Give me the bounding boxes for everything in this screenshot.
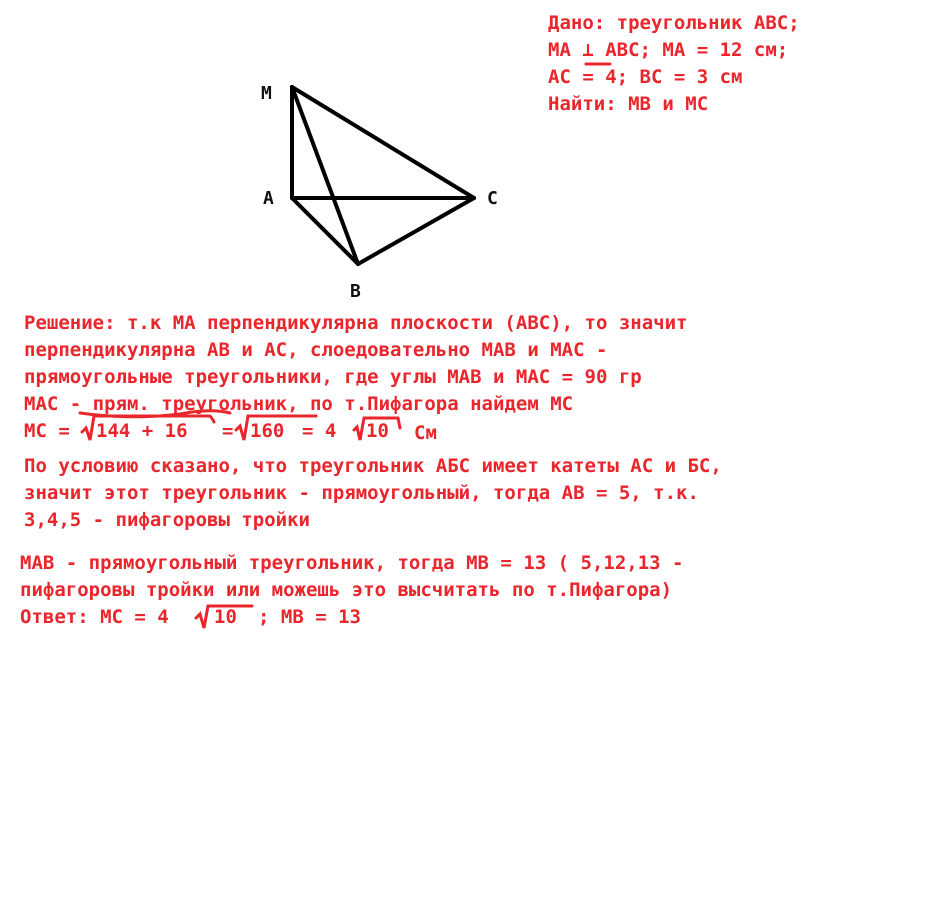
formula-rad2: 160	[250, 420, 285, 442]
solution-line-1: Решение: т.к MA перпендикулярна плоскости (ABC), то значит	[24, 312, 688, 334]
label-c: C	[487, 188, 498, 209]
solution-line-3: прямоугольные треугольники, где углы MAB и MAC = 90 гр	[24, 366, 642, 388]
edge-bc	[358, 198, 474, 264]
label-a: A	[263, 188, 274, 209]
solution-line-2: перпендикулярна AB и AC, слоедовательно MAB и MAC -	[24, 339, 608, 361]
formula-unit: См	[414, 422, 437, 444]
given-line-1: Дано: треугольник ABC;	[548, 12, 800, 34]
formula-eq2: = 4	[302, 420, 337, 442]
given-line-2: MA ⊥ ABC; MA = 12 см;	[548, 39, 789, 61]
given-line-3: AC = 4; BC = 3 см	[548, 66, 743, 88]
para2-line-1: По условию сказано, что треугольник АБС имеет катеты AC и БС,	[24, 455, 722, 477]
label-m: M	[261, 83, 272, 104]
para2-line-2: значит этот треугольник - прямоугольный, тогда AB = 5, т.к.	[24, 482, 699, 504]
answer-rad: 10	[214, 606, 237, 628]
given-line-4: Найти: MB и MC	[548, 93, 709, 115]
formula-rad1: 144 + 16	[96, 420, 188, 442]
edge-mb	[292, 87, 358, 264]
solution-line-4: MAC - прям. треугольник, по т.Пифагора найдем MC	[24, 393, 574, 415]
para2-line-3: 3,4,5 - пифагоровы тройки	[24, 509, 310, 531]
answer-suffix: ; MB = 13	[258, 606, 361, 628]
formula-eq1: =	[222, 420, 234, 442]
edge-mc	[292, 87, 474, 198]
formula-rad3: 10	[366, 420, 389, 442]
edge-ab	[292, 198, 358, 264]
answer-prefix: Ответ: MC = 4	[20, 606, 169, 628]
para3-line-1: MAB - прямоугольный треугольник, тогда MB = 13 ( 5,12,13 -	[20, 552, 684, 574]
label-b: B	[350, 281, 361, 302]
formula-lhs: MC =	[24, 420, 70, 442]
para3-line-2: пифагоровы тройки или можешь это высчитать по т.Пифагора)	[20, 579, 673, 601]
